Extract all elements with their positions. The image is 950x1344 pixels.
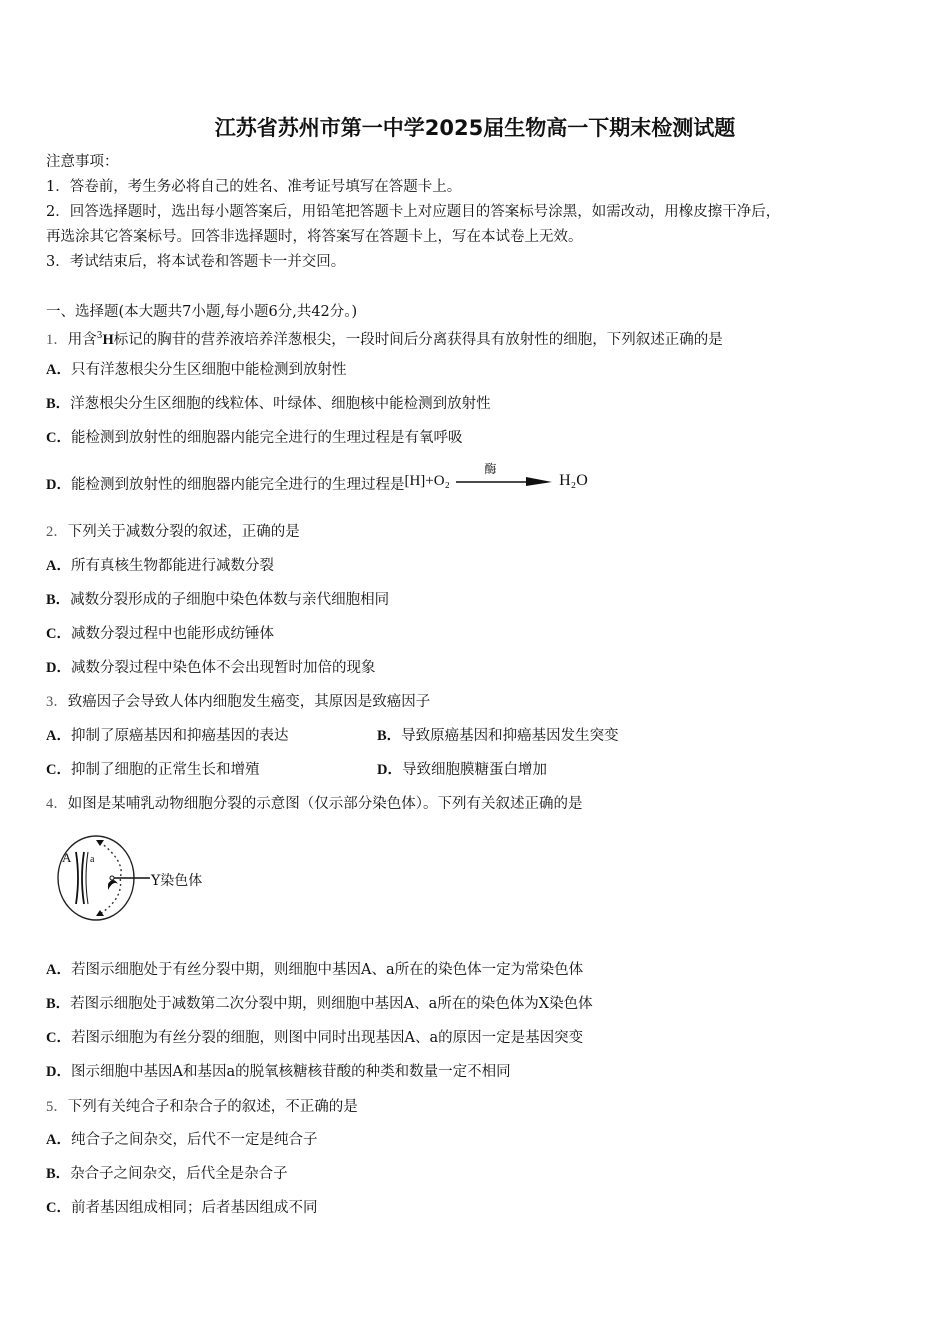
- question-3-option-d: D．导致细胞膜糖蛋白增加: [377, 762, 547, 778]
- notice-item-3: 3．考试结束后，将本试卷和答题卡一并交回。: [46, 254, 346, 270]
- notice-item-1: 1．答卷前，考生务必将自己的姓名、准考证号填写在答题卡上。: [46, 179, 462, 195]
- question-1-option-b: B．洋葱根尖分生区细胞的线粒体、叶绿体、细胞核中能检测到放射性: [46, 396, 491, 412]
- question-3-option-c: C．抑制了细胞的正常生长和增殖: [46, 762, 260, 778]
- question-2-option-c: C．减数分裂过程中也能形成纺锤体: [46, 626, 274, 642]
- question-1-option-d: D．能检测到放射性的细胞器内能完全进行的生理过程是[H]+O₂ 酶 H₂O: [46, 462, 588, 493]
- question-5-option-a: A．纯合子之间杂交，后代不一定是纯合子: [46, 1132, 318, 1148]
- notice-item-2-cont: 再选涂其它答案标号。回答非选择题时，将答案写在答题卡上，写在本试卷上无效。: [46, 229, 583, 245]
- cell-division-figure: [54, 832, 229, 928]
- question-5-option-c: C．前者基因组成相同；后者基因组成不同: [46, 1200, 318, 1216]
- question-2-option-b: B．减数分裂形成的子细胞中染色体数与亲代细胞相同: [46, 592, 390, 608]
- gene-a-upper-label: A: [62, 850, 72, 865]
- gene-a-lower-label: a: [90, 854, 95, 865]
- question-2-option-a: A．所有真核生物都能进行减数分裂: [46, 558, 274, 574]
- question-3-option-a: A．抑制了原癌基因和抑癌基因的表达: [46, 728, 289, 744]
- y-chromosome-label: Y染色体: [151, 873, 203, 889]
- question-5-stem: 5．下列有关纯合子和杂合子的叙述，不正确的是: [46, 1099, 358, 1115]
- notice-item-2: 2．回答选择题时，选出每小题答案后，用铅笔把答题卡上对应题目的答案标号涂黑，如需改动，用橡皮擦干净后，: [46, 204, 781, 220]
- question-4-option-a: A．若图示细胞处于有丝分裂中期，则细胞中基因A、a所在的染色体一定为常染色体: [46, 962, 584, 978]
- page-title: 江苏省苏州市第一中学2025届生物高一下期末检测试题: [214, 116, 736, 140]
- question-4-option-b: B．若图示细胞处于减数第二次分裂中期，则细胞中基因A、a所在的染色体为X染色体: [46, 996, 593, 1012]
- question-1-option-c: C．能检测到放射性的细胞器内能完全进行的生理过程是有氧呼吸: [46, 430, 463, 446]
- question-5-option-b: B．杂合子之间杂交，后代全是杂合子: [46, 1166, 288, 1182]
- arrow-icon: 酶: [454, 471, 554, 491]
- notice-heading: 注意事项：: [46, 154, 119, 170]
- question-1-stem: 1．用含$^3$H标记的胸苷的营养液培养洋葱根尖，一段时间后分离获得具有放射性的细胞，下列叙述正确的是: [46, 331, 723, 348]
- question-3-option-b: B．导致原癌基因和抑癌基因发生突变: [377, 728, 619, 744]
- cell-diagram-icon: [54, 832, 229, 924]
- section-heading: 一、选择题(本大题共7小题,每小题6分,共42分。): [46, 304, 358, 320]
- reaction-formula: [H]+O₂ 酶 H₂O: [404, 462, 588, 489]
- question-4-option-c: C．若图示细胞为有丝分裂的细胞，则图中同时出现基因A、a的原因一定是基因突变: [46, 1030, 584, 1046]
- question-1-option-a: A．只有洋葱根尖分生区细胞中能检测到放射性: [46, 362, 347, 378]
- question-4-stem: 4．如图是某哺乳动物细胞分裂的示意图（仅示部分染色体）。下列有关叙述正确的是: [46, 796, 583, 812]
- question-number: 1．: [46, 331, 68, 348]
- question-3-stem: 3．致癌因子会导致人体内细胞发生癌变，其原因是致癌因子: [46, 694, 431, 710]
- question-2-stem: 2．下列关于减数分裂的叙述，正确的是: [46, 524, 300, 540]
- question-2-option-d: D．减数分裂过程中染色体不会出现暂时加倍的现象: [46, 660, 376, 676]
- question-4-option-d: D．图示细胞中基因A和基因a的脱氧核糖核苷酸的种类和数量一定不相同: [46, 1064, 511, 1080]
